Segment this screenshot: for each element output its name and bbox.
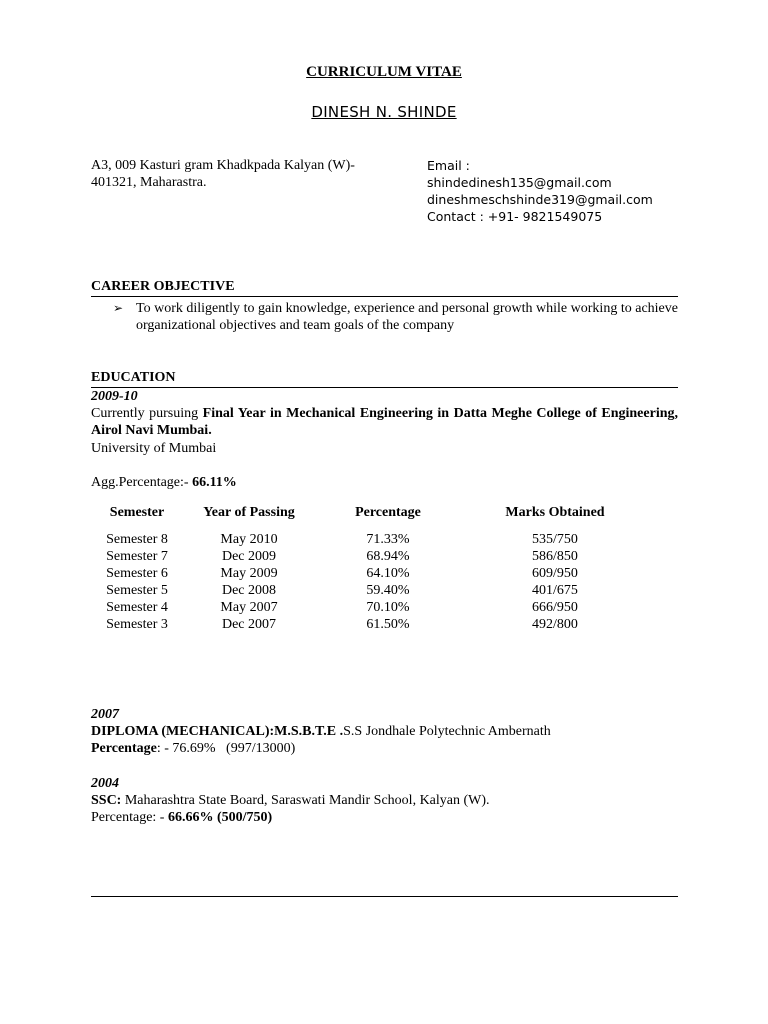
table-row	[91, 548, 649, 565]
ssc-line	[91, 792, 678, 809]
arrow-bullet-icon: ➢	[113, 301, 124, 315]
university-name: University of Mumbai	[91, 441, 217, 456]
career-objective-heading: CAREER OBJECTIVE	[91, 278, 678, 297]
percentage-cell: 68.94%	[366, 549, 410, 564]
diploma-percentage	[91, 740, 678, 757]
marks-cell: 492/800	[532, 617, 578, 632]
percentage-cell: 70.10%	[366, 600, 410, 615]
ssc-percentage	[91, 809, 678, 826]
marks-cell: 609/950	[532, 566, 578, 581]
aggregate-percentage	[91, 474, 678, 491]
address-line-2: 401321, Maharastra.	[91, 175, 207, 190]
aggregate-value: 66.11%	[192, 475, 237, 490]
column-header-percentage: Percentage	[355, 504, 421, 520]
year-cell: May 2010	[220, 532, 278, 547]
table-row	[91, 565, 649, 582]
diploma-percentage-value: : - 76.69% (997/13000)	[156, 741, 296, 756]
candidate-name: DINESH N. SHINDE	[311, 103, 457, 121]
diploma-year: 2007	[91, 707, 119, 722]
semester-cell: Semester 3	[106, 617, 168, 632]
diploma-percentage-label: Percentage	[91, 741, 157, 756]
email-label: Email :	[427, 158, 470, 173]
address-line-1: A3, 009 Kasturi gram Khadkpada Kalyan (W)-	[91, 158, 355, 173]
degree-prefix: Currently pursuing	[91, 406, 203, 421]
percentage-cell: 61.50%	[366, 617, 410, 632]
year-cell: Dec 2008	[221, 583, 277, 598]
semester-cell: Semester 4	[106, 600, 168, 615]
education-heading: EDUCATION	[91, 369, 678, 388]
column-header-year: Year of Passing	[203, 504, 295, 520]
document-title: CURRICULUM VITAE	[306, 64, 462, 80]
ssc-board: Maharashtra State Board, Saraswati Mandir School, Kalyan (W).	[121, 793, 490, 808]
career-objective-text: To work diligently to gain knowledge, experience and personal growth while working to achieve organizational objectives and team goals of the company	[136, 301, 678, 333]
percentage-cell: 64.10%	[366, 566, 410, 581]
table-header-row	[91, 502, 649, 531]
table-row	[91, 599, 649, 616]
marks-cell: 535/750	[532, 532, 578, 547]
semester-cell: Semester 6	[106, 566, 168, 581]
degree-course: Final Year in Mechanical Engineering in Datta Meghe College of Engineering, Airol Navi Mumbai.	[91, 406, 679, 438]
degree-description	[91, 405, 678, 439]
year-cell: Dec 2009	[221, 549, 277, 564]
table-row	[91, 582, 649, 599]
year-cell: May 2009	[220, 566, 278, 581]
percentage-cell: 71.33%	[366, 532, 410, 547]
semester-marks-table	[91, 502, 649, 633]
table-row	[91, 531, 649, 548]
semester-cell: Semester 5	[106, 583, 168, 598]
page-bottom-divider	[91, 896, 678, 897]
ssc-year: 2004	[91, 776, 119, 791]
marks-cell: 586/850	[532, 549, 578, 564]
year-cell: May 2007	[220, 600, 278, 615]
marks-cell: 666/950	[532, 600, 578, 615]
column-header-semester: Semester	[109, 504, 165, 520]
diploma-institute: S.S Jondhale Polytechnic Ambernath	[343, 724, 551, 739]
contact-phone: Contact : +91- 9821549075	[427, 209, 603, 224]
percentage-cell: 59.40%	[366, 583, 410, 598]
ssc-label: SSC:	[91, 793, 122, 808]
semester-cell: Semester 8	[106, 532, 168, 547]
aggregate-label: Agg.Percentage:-	[91, 475, 193, 490]
column-header-marks: Marks Obtained	[505, 504, 605, 520]
ssc-percentage-label: Percentage: -	[91, 810, 168, 825]
semester-cell: Semester 7	[106, 549, 168, 564]
contact-block	[427, 157, 687, 225]
email-address-2: dineshmeschshinde319@gmail.com	[427, 192, 653, 207]
degree-year: 2009-10	[91, 389, 138, 404]
diploma-line	[91, 723, 678, 740]
career-objective-bullet	[113, 300, 678, 334]
diploma-label: DIPLOMA (MECHANICAL):M.S.B.T.E .	[91, 724, 344, 739]
address-block	[91, 157, 401, 191]
marks-cell: 401/675	[532, 583, 578, 598]
email-address-1: shindedinesh135@gmail.com	[427, 175, 612, 190]
table-row	[91, 616, 649, 633]
ssc-percentage-value: 66.66% (500/750)	[167, 810, 273, 825]
year-cell: Dec 2007	[221, 617, 277, 632]
